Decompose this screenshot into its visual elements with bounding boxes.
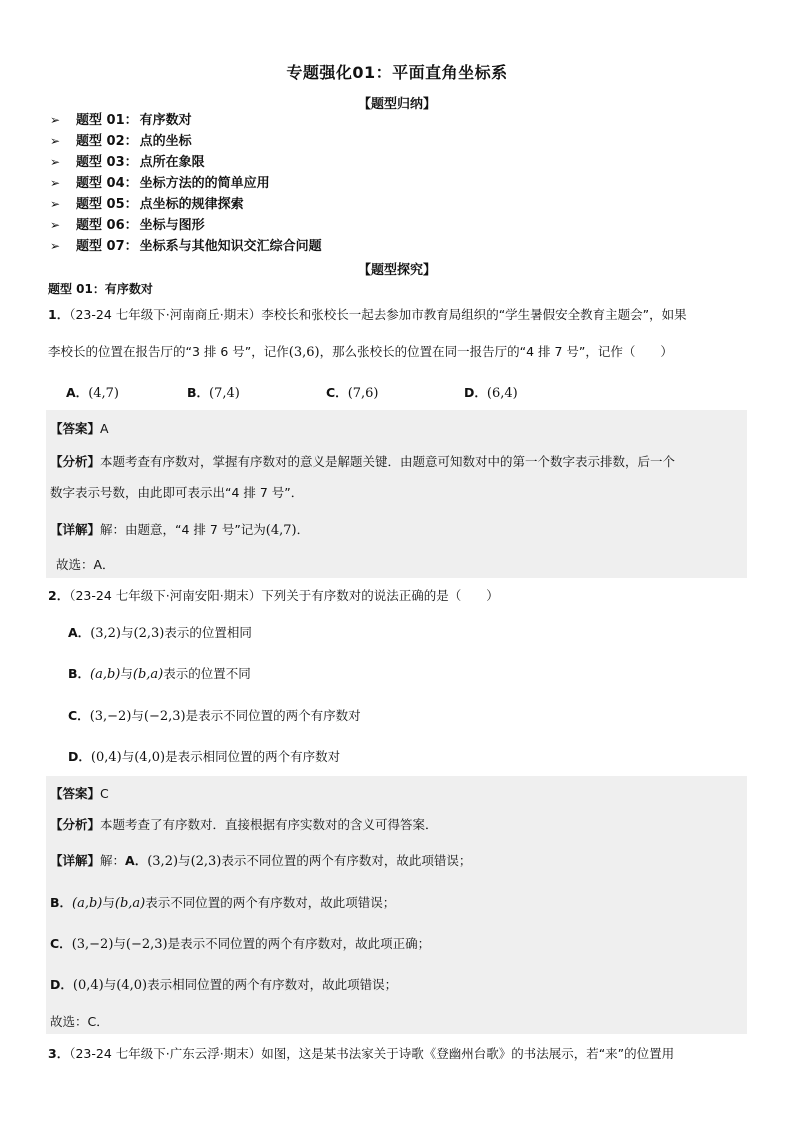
topic-item: ➢ 题型 01： 有序数对 [50,110,322,131]
arrow-bullet-icon: ➢ [50,155,61,169]
arrow-bullet-icon: ➢ [50,134,61,148]
topic-item: ➢ 题型 03： 点所在象限 [50,152,322,173]
choice-d[interactable]: D．(0,4)与(4,0)是表示相同位置的两个有序数对 [68,749,341,765]
conclusion-line: 故选：C． [50,1014,109,1029]
topic-item: ➢ 题型 04： 坐标方法的的简单应用 [50,173,322,194]
question-2-stem: 2．（23-24 七年级下·河南安阳·期末）下列关于有序数对的说法正确的是（ ） [48,588,499,603]
choice-b[interactable]: B．(7,4) [187,385,240,401]
detail-line-b: B．(a,b)与(b,a)表示不同位置的两个有序数对，故此项错误； [50,895,396,911]
answer-line: 【答案】C [50,786,109,801]
page-title: 专题强化01：平面直角坐标系 [286,63,508,82]
analysis-line-1: 【分析】本题考查有序数对，掌握有序数对的意义是解题关键．由题意可知数对中的第一个数字表示排数，后一个 [50,454,676,469]
answer-box [46,410,747,578]
choice-a[interactable]: A．(3,2)与(2,3)表示的位置相同 [68,625,252,641]
analysis-line: 【分析】本题考查了有序数对．直接根据有序实数对的含义可得答案． [50,817,438,832]
choice-a[interactable]: A．(4,7) [66,385,120,401]
topic-item: ➢ 题型 02： 点的坐标 [50,131,322,152]
type-header: 题型 01：有序数对 [48,282,153,296]
section-explore-heading: 【题型探究】 [357,263,436,278]
question-3-stem: 3．（23-24 七年级下·广东云浮·期末）如图，这是某书法家关于诗歌《登幽州台歌》的书法展示，若“来”的位置用 [48,1046,675,1061]
answer-box [46,776,747,1034]
topic-list [50,110,322,257]
detail-line-a: 【详解】解：A．(3,2)与(2,3)表示不同位置的两个有序数对，故此项错误； [50,853,472,869]
detail-line-d: D．(0,4)与(4,0)表示相同位置的两个有序数对，故此项错误； [50,977,398,993]
arrow-bullet-icon: ➢ [50,176,61,190]
answer-line: 【答案】A [50,421,109,436]
arrow-bullet-icon: ➢ [50,218,61,232]
detail-line-c: C．(3,−2)与(−2,3)是表示不同位置的两个有序数对，故此项正确； [50,936,431,952]
arrow-bullet-icon: ➢ [50,113,61,127]
choice-b[interactable]: B．(a,b)与(b,a)表示的位置不同 [68,666,251,682]
question-1-line-1: 1．（23-24 七年级下·河南商丘·期末）李校长和张校长一起去参加市教育局组织的“学生暑假安全教育主题会”，如果 [48,307,687,322]
choice-c[interactable]: C．(3,−2)与(−2,3)是表示不同位置的两个有序数对 [68,708,361,724]
topic-item: ➢ 题型 06： 坐标与图形 [50,215,322,236]
topic-item: ➢ 题型 05： 点坐标的规律探索 [50,194,322,215]
arrow-bullet-icon: ➢ [50,197,61,211]
choice-c[interactable]: C．(7,6) [326,385,379,401]
arrow-bullet-icon: ➢ [50,239,61,253]
detail-line: 【详解】解：由题意，“4 排 7 号”记为(4,7)． [50,522,310,538]
analysis-line-2: 数字表示号数，由此即可表示出“4 排 7 号”． [50,485,304,500]
conclusion-line: 故选：A． [56,557,115,572]
topic-item: ➢ 题型 07： 坐标系与其他知识交汇综合问题 [50,236,322,257]
question-1-line-2: 李校长的位置在报告厅的“3 排 6 号”，记作(3,6)，那么张校长的位置在同一报告厅的“4 排 7 号”，记作（ ） [48,344,673,360]
section-summary-heading: 【题型归纳】 [357,97,436,112]
choice-d[interactable]: D．(6,4) [464,385,518,401]
